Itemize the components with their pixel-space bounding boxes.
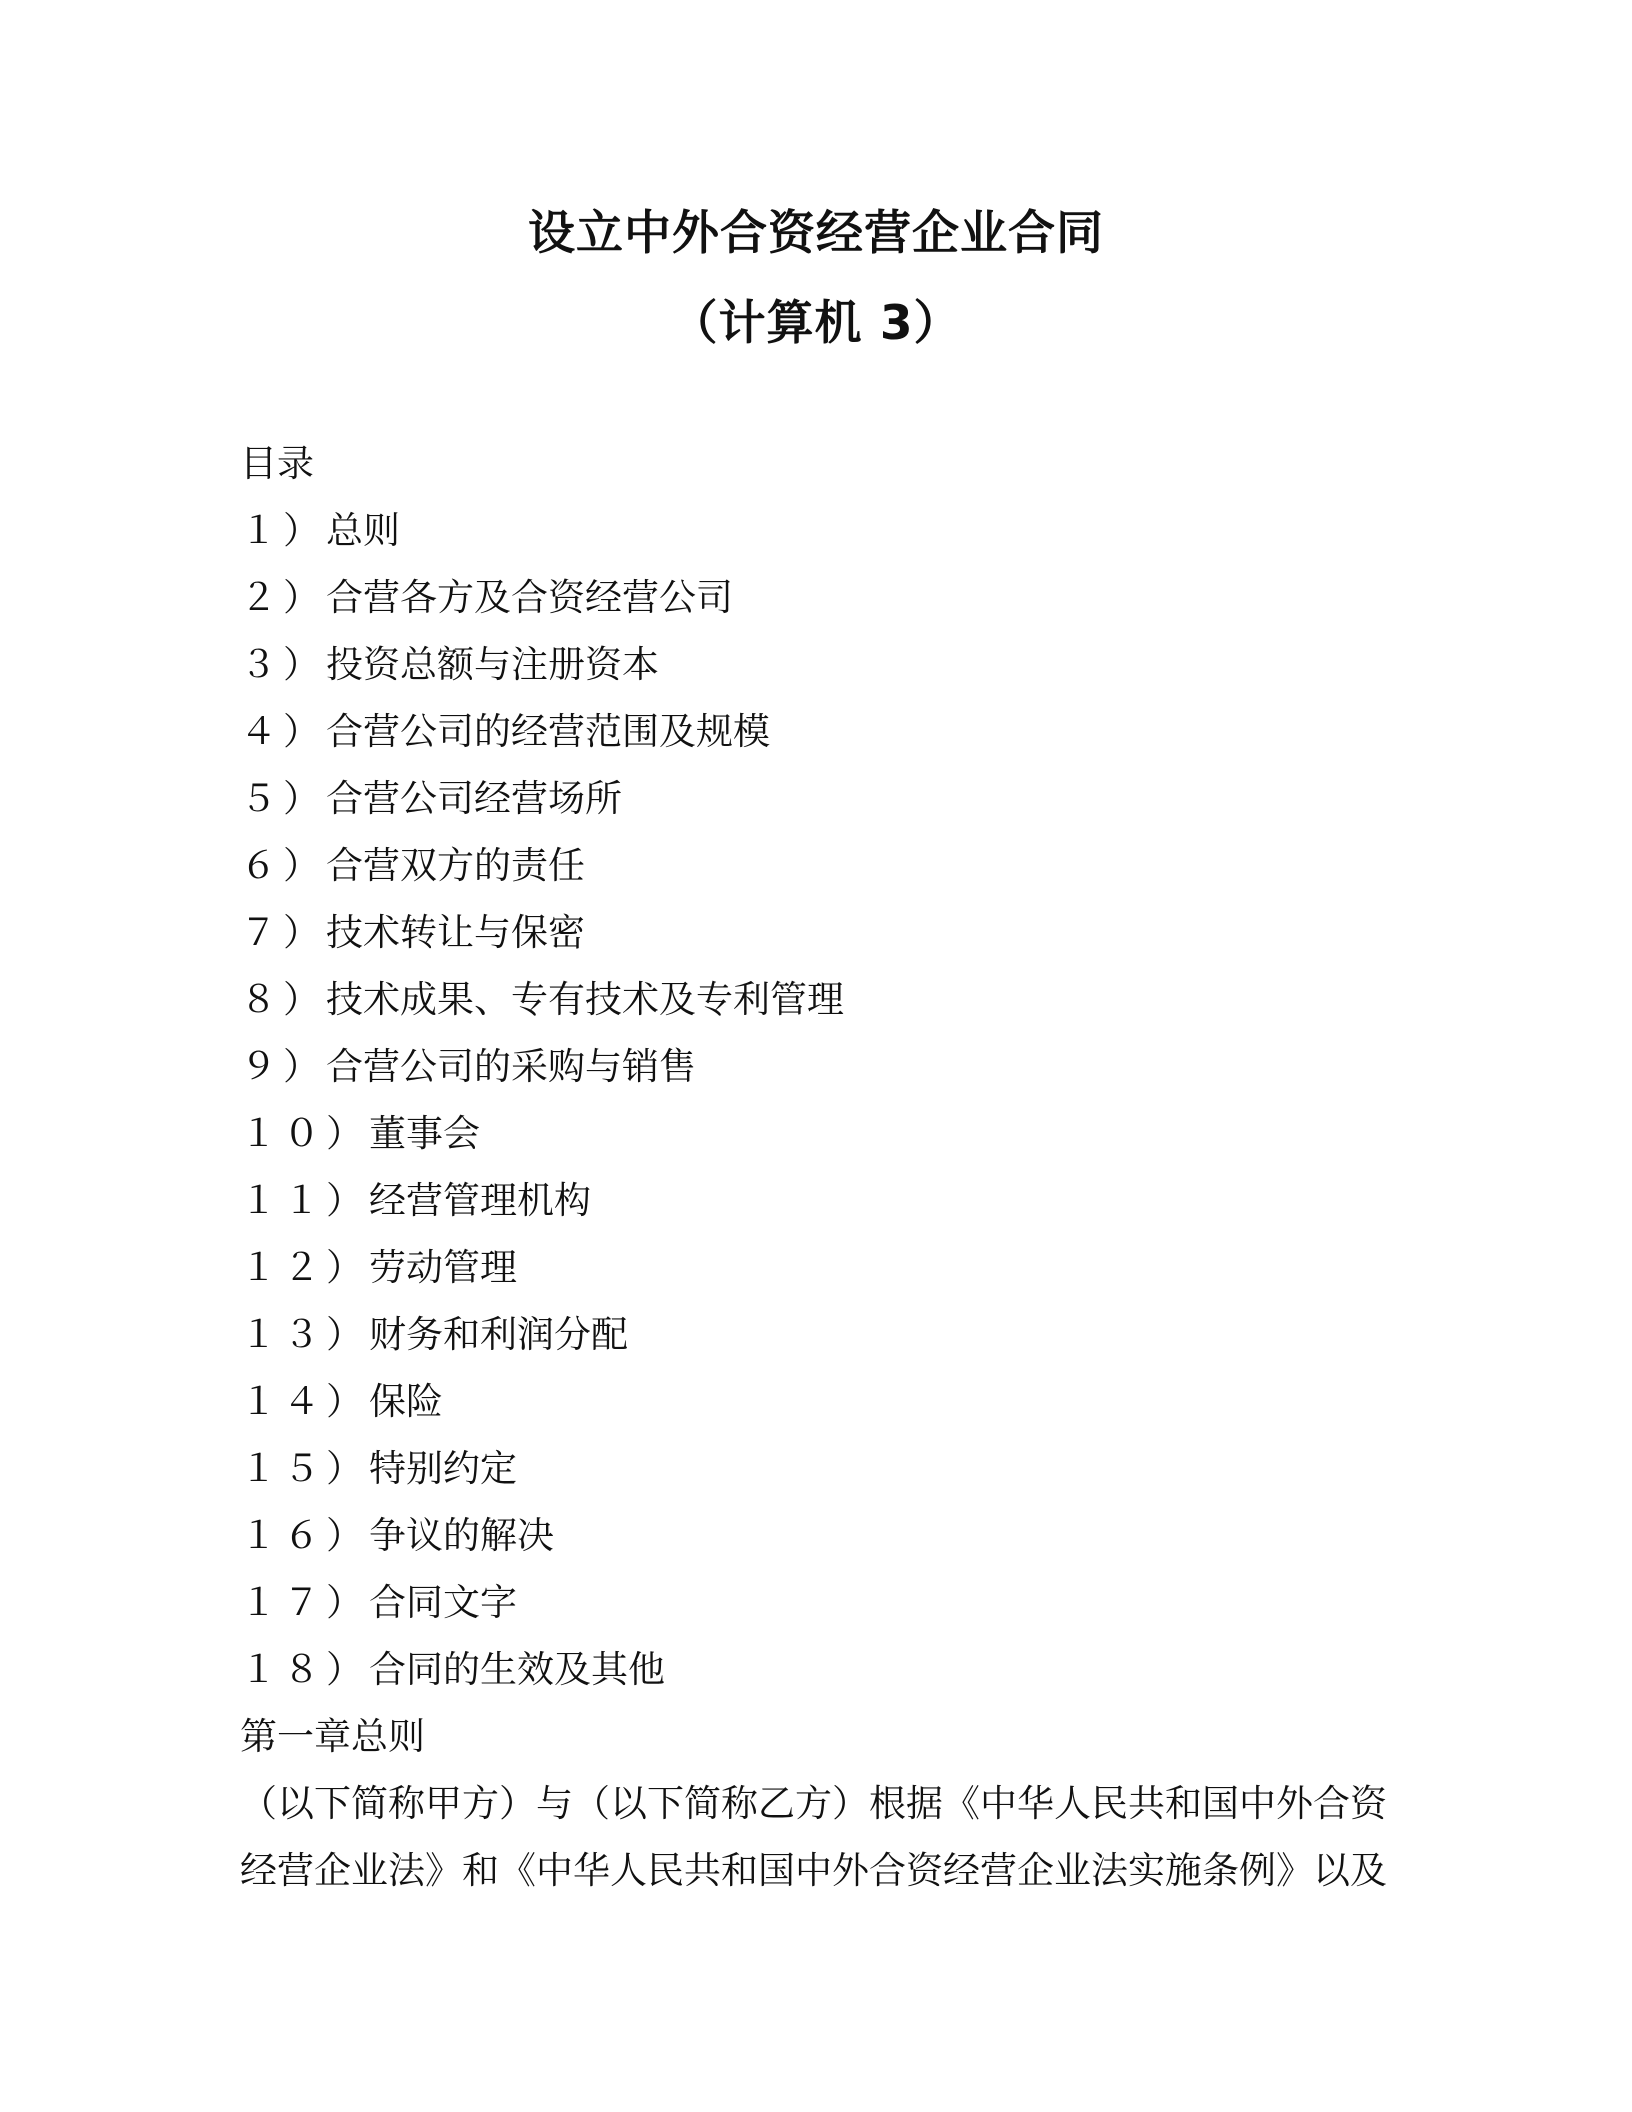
toc-item (240, 1636, 1400, 1703)
toc-item (240, 631, 1400, 698)
toc-item-number: １０） (240, 1112, 369, 1155)
toc-item-label: 保险 (369, 1380, 443, 1423)
toc-item (240, 564, 1400, 631)
document-subtitle: （计算机 3） (670, 296, 962, 351)
toc-item-number: ９） (240, 1045, 326, 1088)
toc-heading: 目录 (240, 442, 314, 485)
toc-item-number: ２） (240, 576, 326, 619)
toc-item-number: １３） (240, 1313, 369, 1356)
body-paragraph (240, 1770, 1400, 1904)
toc-item (240, 1301, 1400, 1368)
toc-item-label: 财务和利润分配 (369, 1313, 628, 1356)
toc-item (240, 1033, 1400, 1100)
toc-item-label: 合营双方的责任 (326, 844, 585, 887)
toc-item-label: 经营管理机构 (369, 1179, 591, 1222)
toc-item (240, 1368, 1400, 1435)
toc-item (240, 832, 1400, 899)
toc-item-label: 合同的生效及其他 (369, 1648, 665, 1691)
toc-item-label: 合营各方及合资经营公司 (326, 576, 733, 619)
toc-item-label: 合同文字 (369, 1581, 517, 1624)
toc-item (240, 765, 1400, 832)
toc-item-label: 合营公司的采购与销售 (326, 1045, 696, 1088)
toc-item-number: ８） (240, 978, 326, 1021)
toc-item (240, 497, 1400, 564)
paragraph-line: （以下简称甲方）与（以下简称乙方）根据《中华人民共和国中外合资 (240, 1782, 1387, 1825)
toc-item-number: １２） (240, 1246, 369, 1289)
toc-item-number: １） (240, 509, 326, 552)
toc-item-label: 投资总额与注册资本 (326, 643, 659, 686)
toc-item-label: 董事会 (369, 1112, 480, 1155)
toc-item-number: １７） (240, 1581, 369, 1624)
toc-item (240, 1100, 1400, 1167)
toc-item (240, 966, 1400, 1033)
toc-item-number: １８） (240, 1648, 369, 1691)
toc-item-number: ６） (240, 844, 326, 887)
toc-item-number: ７） (240, 911, 326, 954)
toc-item-label: 技术成果、专有技术及专利管理 (326, 978, 844, 1021)
toc-item-number: １４） (240, 1380, 369, 1423)
toc-item-number: ４） (240, 710, 326, 753)
toc-item-number: ３） (240, 643, 326, 686)
toc-item (240, 1569, 1400, 1636)
toc-item (240, 1234, 1400, 1301)
toc-item-label: 争议的解决 (369, 1514, 554, 1557)
toc-item (240, 1502, 1400, 1569)
toc-item-number: １６） (240, 1514, 369, 1557)
toc-item-label: 劳动管理 (369, 1246, 517, 1289)
toc-item-label: 合营公司经营场所 (326, 777, 622, 820)
toc-item-number: １５） (240, 1447, 369, 1490)
toc-item (240, 698, 1400, 765)
toc-item-label: 技术转让与保密 (326, 911, 585, 954)
toc-item-number: １１） (240, 1179, 369, 1222)
toc-item-number: ５） (240, 777, 326, 820)
toc-item (240, 1435, 1400, 1502)
table-of-contents (240, 497, 1400, 1703)
document-title: 设立中外合资经营企业合同 (528, 206, 1104, 261)
toc-item (240, 1167, 1400, 1234)
chapter-heading: 第一章总则 (240, 1715, 425, 1758)
toc-item-label: 特别约定 (369, 1447, 517, 1490)
document-body (240, 430, 1400, 1904)
toc-item-label: 总则 (326, 509, 400, 552)
paragraph-line: 经营企业法》和《中华人民共和国中外合资经营企业法实施条例》以及 (240, 1849, 1387, 1892)
toc-item (240, 899, 1400, 966)
toc-item-label: 合营公司的经营范围及规模 (326, 710, 770, 753)
